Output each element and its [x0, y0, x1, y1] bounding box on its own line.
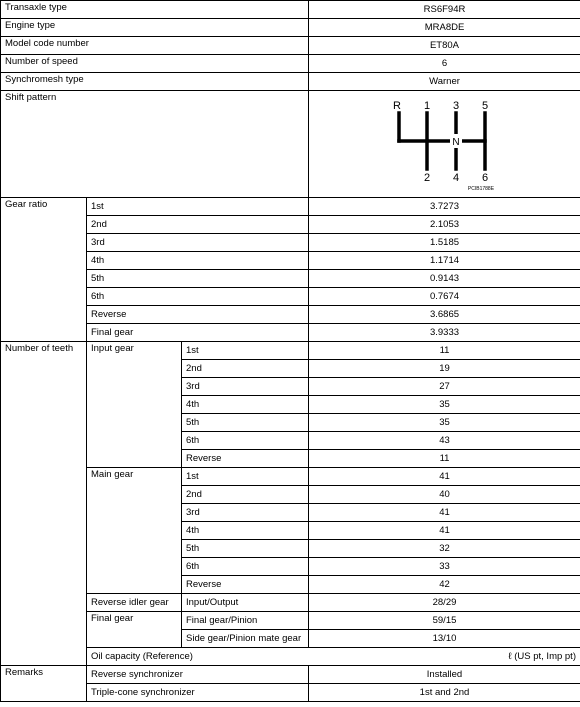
gear-ratio-value: 3.6865: [309, 306, 580, 324]
row-value: RS6F94R: [309, 1, 580, 19]
section-label-remarks: Remarks: [1, 666, 87, 702]
gear-label: Input/Output: [182, 594, 309, 612]
table-row: [1, 73, 580, 91]
oil-capacity-unit: ℓ (US pt, Imp pt): [508, 650, 576, 662]
teeth-value: 32: [309, 540, 580, 558]
gear-label: Side gear/Pinion mate gear: [182, 630, 309, 648]
row-value: MRA8DE: [309, 19, 580, 37]
gear-label: 1st: [182, 468, 309, 486]
gear-label: Final gear: [87, 324, 309, 342]
row-label: Number of speed: [1, 55, 309, 73]
teeth-value: 19: [309, 360, 580, 378]
table-row: [1, 666, 580, 684]
shift-label-4: 4: [452, 172, 460, 184]
gear-label: 3rd: [182, 378, 309, 396]
table-row: [1, 324, 580, 342]
table-row: [1, 1, 580, 19]
figure-code: PCIB1788E: [467, 186, 495, 191]
gear-label: 6th: [182, 558, 309, 576]
oil-capacity-label: Oil capacity (Reference): [91, 650, 193, 662]
gear-label: 2nd: [87, 216, 309, 234]
row-label: Model code number: [1, 37, 309, 55]
teeth-value: 11: [309, 342, 580, 360]
teeth-value: 27: [309, 378, 580, 396]
gear-label: Reverse: [182, 576, 309, 594]
gear-label: Reverse: [87, 306, 309, 324]
teeth-value: 11: [309, 450, 580, 468]
gear-ratio-value: 2.1053: [309, 216, 580, 234]
table-row: [1, 91, 580, 198]
shift-label-6: 6: [481, 172, 489, 184]
gear-label: Final gear/Pinion: [182, 612, 309, 630]
gear-ratio-value: 1.5185: [309, 234, 580, 252]
gear-label: 2nd: [182, 360, 309, 378]
teeth-value: 35: [309, 414, 580, 432]
teeth-value: 13/10: [309, 630, 580, 648]
table-row: [1, 252, 580, 270]
gear-label: Reverse: [182, 450, 309, 468]
gear-label: 5th: [182, 414, 309, 432]
row-label: Transaxle type: [1, 1, 309, 19]
shift-label-3: 3: [452, 100, 460, 112]
gear-label: 5th: [87, 270, 309, 288]
teeth-value: 43: [309, 432, 580, 450]
gear-label: 6th: [87, 288, 309, 306]
table-row: [1, 648, 580, 666]
section-label-gear-ratio: Gear ratio: [1, 198, 87, 342]
teeth-value: 59/15: [309, 612, 580, 630]
group-label-input-gear: Input gear: [87, 342, 182, 468]
shift-label-1: 1: [423, 100, 431, 112]
teeth-value: 35: [309, 396, 580, 414]
remark-item: Triple-cone synchronizer: [87, 684, 309, 702]
row-label: Shift pattern: [1, 91, 309, 198]
shift-pattern-cell: [309, 91, 580, 198]
teeth-value: 28/29: [309, 594, 580, 612]
gear-label: 2nd: [182, 486, 309, 504]
gear-ratio-value: 3.9333: [309, 324, 580, 342]
teeth-value: 33: [309, 558, 580, 576]
shift-label-r: R: [393, 100, 401, 112]
row-value: 6: [309, 55, 580, 73]
gear-label: 4th: [182, 396, 309, 414]
teeth-value: 41: [309, 504, 580, 522]
gear-ratio-value: 0.7674: [309, 288, 580, 306]
gear-label: 3rd: [87, 234, 309, 252]
gear-ratio-value: 3.7273: [309, 198, 580, 216]
shift-label-2: 2: [423, 172, 431, 184]
teeth-value: 42: [309, 576, 580, 594]
remark-value: 1st and 2nd: [309, 684, 580, 702]
row-label: Engine type: [1, 19, 309, 37]
table-row: [1, 684, 580, 702]
section-label-number-of-teeth: Number of teeth: [1, 342, 87, 666]
table-row: [1, 594, 580, 612]
table-row: [1, 19, 580, 37]
teeth-value: 41: [309, 522, 580, 540]
shift-pattern-diagram: [389, 99, 509, 191]
row-label: Synchromesh type: [1, 73, 309, 91]
gear-ratio-value: 0.9143: [309, 270, 580, 288]
shift-label-neutral: N: [452, 137, 460, 148]
row-value: Warner: [309, 73, 580, 91]
row-value: ET80A: [309, 37, 580, 55]
gear-ratio-value: 1.1714: [309, 252, 580, 270]
table-row: [1, 198, 580, 216]
shift-label-5: 5: [481, 100, 489, 112]
gear-label: 4th: [182, 522, 309, 540]
table-row: [1, 288, 580, 306]
table-row: [1, 234, 580, 252]
gear-label: 4th: [87, 252, 309, 270]
teeth-value: 40: [309, 486, 580, 504]
gear-label: 5th: [182, 540, 309, 558]
gear-label: 6th: [182, 432, 309, 450]
gear-label: 3rd: [182, 504, 309, 522]
table-row: [1, 306, 580, 324]
group-label-reverse-idler-gear: Reverse idler gear: [87, 594, 182, 612]
table-row: [1, 37, 580, 55]
gear-label: 1st: [182, 342, 309, 360]
remark-value: Installed: [309, 666, 580, 684]
table-row: [1, 612, 580, 630]
gear-label: 1st: [87, 198, 309, 216]
teeth-value: 41: [309, 468, 580, 486]
group-label-main-gear: Main gear: [87, 468, 182, 594]
table-row: [1, 270, 580, 288]
remark-item: Reverse synchronizer: [87, 666, 309, 684]
table-row: [1, 216, 580, 234]
table-row: [1, 55, 580, 73]
oil-capacity-label-cell: [87, 648, 580, 666]
table-row: [1, 468, 580, 486]
table-row: [1, 342, 580, 360]
group-label-final-gear: Final gear: [87, 612, 182, 648]
